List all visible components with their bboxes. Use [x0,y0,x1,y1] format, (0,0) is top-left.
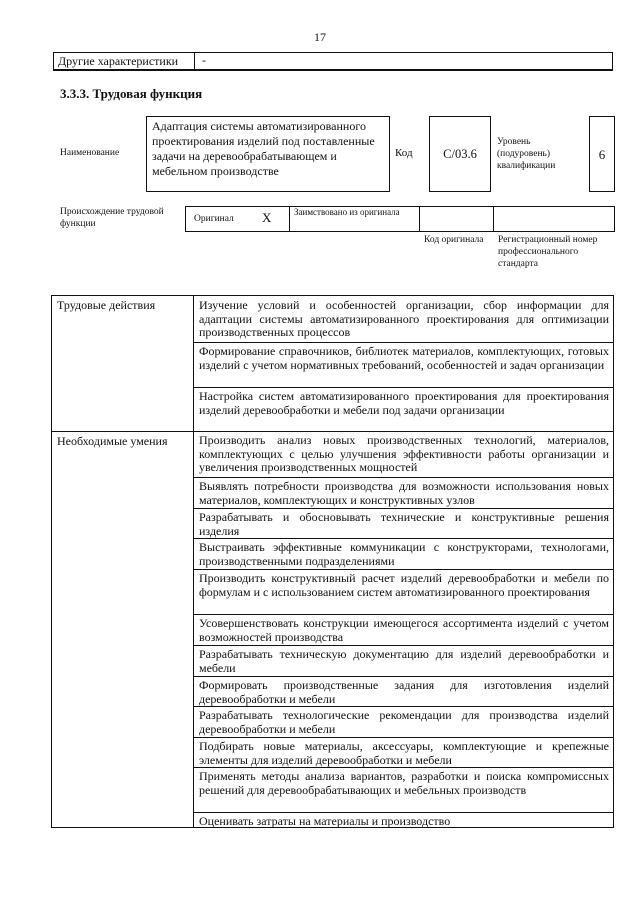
labor-action-item: Формирование справочников, библиотек материалов, комплектующих, готовых изделий с учетом нормативных требований, особенностей и задач организации [199,344,609,372]
row-divider [193,767,613,768]
cell-divider [194,53,195,69]
skill-item: Оценивать затраты на материалы и производство [199,814,451,828]
row-divider [193,676,613,677]
origin-row [185,206,615,232]
row-divider [52,431,613,432]
other-characteristics-row [53,52,613,71]
skill-item: Разрабатывать и обосновывать технические и конструктивные решения изделия [199,510,609,538]
row-divider [193,614,613,615]
row-divider [193,645,613,646]
function-name-box [146,116,390,192]
name-label: Наименование [60,148,120,158]
cell-divider [289,207,290,231]
skill-item: Подбирать новые материалы, аксессуары, комплектующие и крепежные элементы для изделий деревообработки и мебели [199,739,609,767]
skills-label: Необходимые умения [57,434,168,448]
skill-item: Производить конструктивный расчет изделий деревообработки и мебели по формулам и с использованием систем автоматизированного проектирования [199,571,609,599]
page-number: 17 [314,30,326,44]
row-divider [193,342,613,343]
skill-item: Усовершенствовать конструкции имеющегося ассортимента изделий с учетом возможностей производства [199,616,609,644]
skill-item: Выявлять потребности производства для возможности использования новых материалов, комплектующих и конструктивных узлов [199,479,609,507]
row-divider [193,706,613,707]
cell-divider [493,207,494,231]
row-divider [193,387,613,388]
labor-action-item: Изучение условий и особенностей организации, сбор информации для адаптации системы автоматизированного проектирования для оптимизации производственных процессов [199,298,609,339]
origin-label: Происхождение трудовой функции [60,207,164,229]
skill-item: Разрабатывать техническую документацию для изделий деревообработки и мебели [199,647,609,675]
section-title: 3.3.3. Трудовая функция [60,86,203,101]
reg-number-caption: Регистрационный номер профессионального стандарта [498,235,598,269]
labor-actions-label: Трудовые действия [57,298,156,312]
code-value: C/03.6 [443,147,477,161]
level-value: 6 [598,147,606,162]
original-mark: X [262,210,272,225]
row-divider [193,508,613,509]
function-table [51,295,614,828]
code-label: Код [395,147,413,159]
skill-item: Производить анализ новых производственных технологий, материалов, комплектующих с целью улучшения эффективности работы организации и увеличения производственных мощностей [199,433,609,474]
code-box [429,116,491,192]
other-characteristics-label: Другие характеристики [58,54,179,68]
level-label: Уровень (подуровень) квалификации [497,137,556,171]
skill-item: Применять методы анализа вариантов, разработки и поиска компромиссных решений для деревообрабатывающих и мебельных производств [199,769,609,797]
level-box [589,116,615,192]
original-label: Оригинал [194,214,234,224]
borrowed-label: Заимствовано из оригинала [294,207,400,217]
row-divider [193,538,613,539]
labor-action-item: Настройка систем автоматизированного проектирования для проектирования изделий деревообработки и мебели под задачи организации [199,389,609,417]
skill-item: Разрабатывать технологические рекомендации для производства изделий деревообработки и мебели [199,708,609,736]
skill-item: Выстраивать эффективные коммуникации с конструкторами, технологами, производственными подразделениями [199,540,609,568]
row-divider [193,569,613,570]
function-name: Адаптация системы автоматизированного проектирования изделий под поставленные задачи на деревообрабатывающем и мебельном производстве [152,119,375,178]
row-divider [193,737,613,738]
skill-item: Формировать производственные задания для изготовления изделий деревообработки и мебели [199,678,609,706]
code-original-caption: Код оригинала [424,235,484,245]
row-divider [193,477,613,478]
column-divider [193,296,194,827]
row-divider [193,812,613,813]
other-characteristics-value: - [202,53,206,67]
cell-divider [419,207,420,231]
